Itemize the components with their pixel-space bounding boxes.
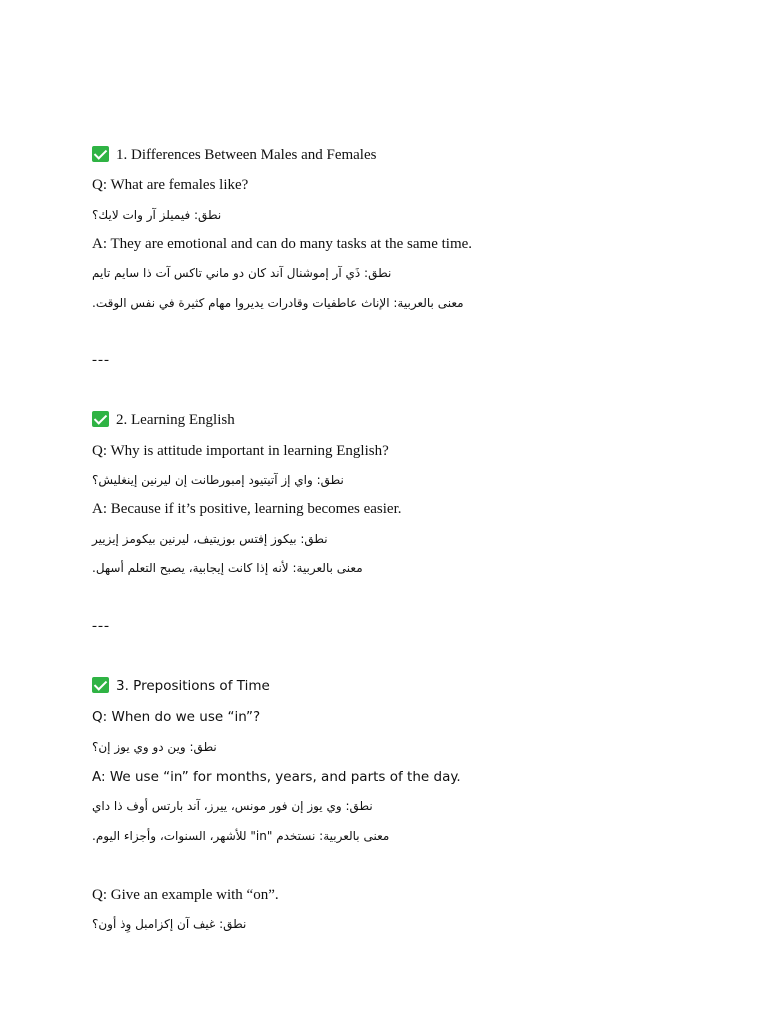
section-3-question-2-pronunciation: نطق: غيف آن إكزامبل وِذ أون؟: [92, 917, 247, 931]
section-1-heading: 1. Differences Between Males and Females: [92, 146, 376, 164]
section-1-answer-pronunciation: نطق: ذَي آر إموشنال آند كان دو ماني تاكس آت ذا سايم تايم: [92, 266, 392, 280]
section-2-meaning: معنى بالعربية: لأنه إذا كانت إيجابية، يصبح التعلم أسهل.: [92, 561, 363, 575]
section-2-question-pronunciation: نطق: واي إز آتيتيود إمبورطانت إن ليرنين إينغليش؟: [92, 473, 344, 487]
section-1-answer: A: They are emotional and can do many tasks at the same time.: [92, 236, 473, 252]
section-2-answer: A: Because if it’s positive, learning becomes easier.: [92, 501, 402, 517]
section-3-question-2: Q: Give an example with “on”.: [92, 887, 279, 903]
section-1-question: Q: What are females like?: [92, 177, 249, 193]
section-2-question: Q: Why is attitude important in learning English?: [92, 443, 389, 459]
separator: ---: [92, 618, 110, 634]
section-2-heading: 2. Learning English: [92, 411, 235, 429]
section-2-answer-pronunciation: نطق: بيكوز إفتس بوزيتيف، ليرنين بيكومز إيزيير: [92, 532, 328, 546]
section-3-answer-pronunciation: نطق: وي يوز إن فور مونس، ييرز، آند بارتس أوف ذا داي: [92, 799, 373, 813]
section-3-heading: 3. Prepositions of Time: [92, 677, 270, 695]
check-mark-icon: [92, 411, 109, 427]
section-1-question-pronunciation: نطق: فيميلز آر وات لايك؟: [92, 208, 222, 222]
separator: ---: [92, 352, 110, 368]
section-3-answer: A: We use “in” for months, years, and parts of the day.: [92, 769, 461, 785]
section-3-meaning: معنى بالعربية: نستخدم "in" للأشهر، السنوات، وأجزاء اليوم.: [92, 829, 390, 843]
section-1-meaning: معنى بالعربية: الإناث عاطفيات وقادرات يديروا مهام كثيرة في نفس الوقت.: [92, 296, 464, 310]
section-3-question: Q: When do we use “in”?: [92, 709, 261, 725]
check-mark-icon: [92, 677, 109, 693]
check-mark-icon: [92, 146, 109, 162]
section-3-question-pronunciation: نطق: وين دو وي يوز إن؟: [92, 740, 217, 754]
